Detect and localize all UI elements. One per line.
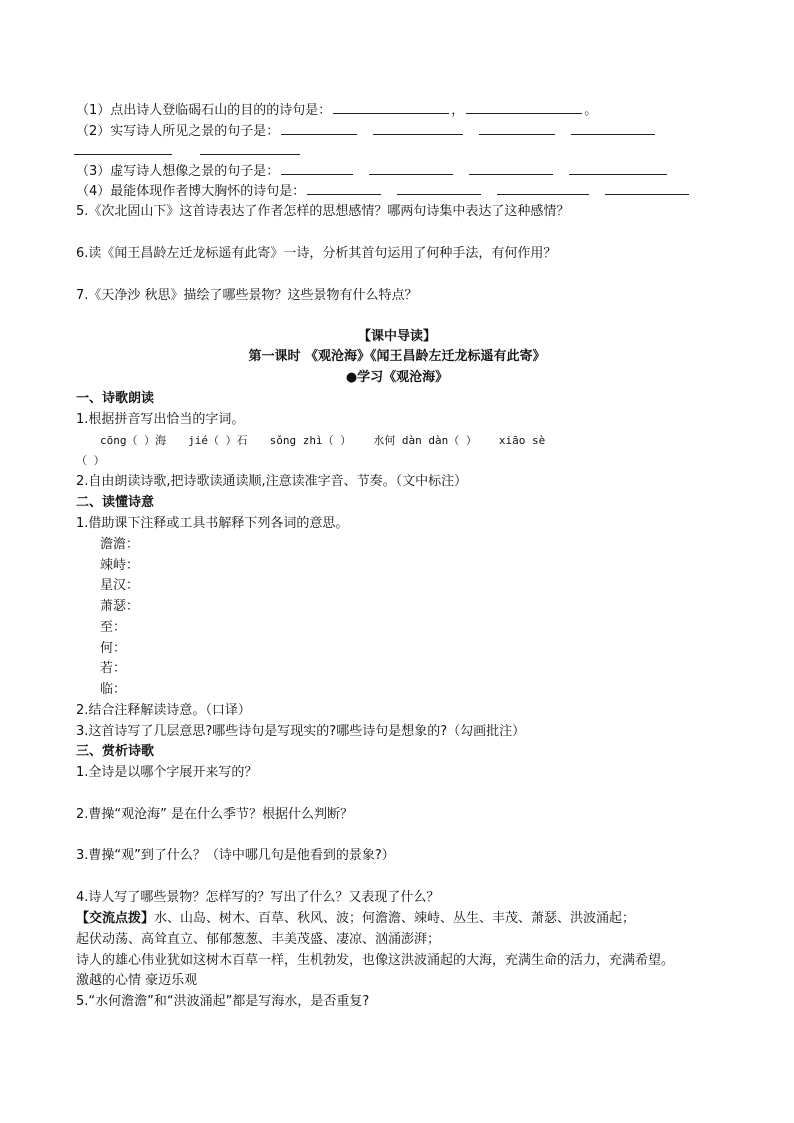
tip-line-1: 【交流点拨】水、山岛、树木、百草、秋风、波；何澹澹、竦峙、丛生、丰茂、萧瑟、洪波涌起； (76, 911, 636, 926)
vocab-word: 竦峙： (100, 558, 140, 573)
review-q2: （2）实写诗人所见之景的句子是： (76, 122, 657, 140)
part3-q3: 3.曹操“观”到了什么？（诗中哪几句是他看到的景象?） (76, 848, 395, 863)
vocab-word: 萧瑟： (100, 599, 140, 614)
answer-blank[interactable] (466, 101, 582, 114)
review-q5: 5.《次北固山下》这首诗表达了作者怎样的思想感情？哪两句诗集中表达了这种感情？ (76, 204, 570, 219)
pinyin-item: jié（ ）石 (188, 434, 248, 447)
tip-line-4: 激越的心情 豪迈乐观 (76, 973, 198, 988)
vocab-word: 若： (100, 661, 127, 676)
vocab-word: 何： (100, 641, 127, 656)
tip-line-3: 诗人的雄心伟业犹如这树木百草一样，生机勃发，也像这洪波涌起的大海，充满生命的活力，充满希望。 (76, 953, 675, 968)
answer-blank[interactable] (397, 182, 481, 195)
vocab-word: 临： (100, 682, 127, 697)
answer-blank[interactable] (307, 182, 381, 195)
part2-item2: 2.结合注释解读诗意。（口译） (76, 703, 251, 718)
study-subtitle: ●学习《观沧海》 (345, 370, 449, 385)
review-q6: 6.读《闻王昌龄左迁龙标遥有此寄》一诗，分析其首句运用了何种手法，有何作用？ (76, 246, 557, 261)
part2-item3: 3.这首诗写了几层意思?哪些诗句是写现实的?哪些诗句是想象的?（勾画批注） (76, 724, 526, 739)
answer-blank[interactable] (333, 101, 449, 114)
review-q7: 7.《天净沙 秋思》描绘了哪些景物？这些景物有什么特点？ (76, 288, 418, 303)
answer-blank[interactable] (479, 122, 555, 135)
part1-heading: 一、诗歌朗读 (76, 391, 155, 406)
review-q1: （1）点出诗人登临碣石山的目的的诗句是： ， 。 (76, 103, 598, 118)
tip-label: 【交流点拨】 (76, 911, 155, 926)
pinyin-item: cōng（ ）海 (100, 434, 167, 447)
part3-q5: 5.“水何澹澹”和“洪波涌起”都是写海水，是否重复? (76, 994, 370, 1009)
review-q2-continued (72, 142, 302, 160)
part3-q4: 4.诗人写了哪些景物？怎样写的？写出了什么？又表现了什么？ (76, 890, 440, 905)
pinyin-item: sǒng zhì（ ） (269, 434, 352, 447)
part2-heading: 二、读懂诗意 (76, 495, 155, 510)
part1-item1: 1.根据拼音写出恰当的字词。 (76, 412, 245, 427)
part1-item2: 2.自由朗读诗歌,把诗歌读通读顺,注意读准字音、节奏。（文中标注） (76, 474, 468, 489)
part3-q2: 2.曹操“观沧海” 是在什么季节？根据什么判断？ (76, 807, 354, 822)
vocab-word: 至： (100, 620, 127, 635)
answer-blank[interactable] (569, 162, 667, 175)
pinyin-row (100, 432, 545, 449)
answer-blank[interactable] (373, 122, 463, 135)
pinyin-item: xiāo sè (498, 434, 546, 447)
answer-blank[interactable] (200, 142, 300, 155)
pinyin-row-continued (76, 452, 105, 469)
pinyin-item: 水何 dàn dàn（ ） (373, 434, 477, 447)
review-q3: （3）虚写诗人想像之景的句子是： (76, 162, 669, 180)
section-title: 【课中导读】 (357, 329, 436, 344)
tip-line-2: 起伏动荡、高耸直立、郁郁葱葱、丰美茂盛、凄凉、汹涌澎湃； (76, 932, 441, 947)
answer-blank[interactable] (571, 122, 655, 135)
review-q4: （4）最能体现作者博大胸怀的诗句是： (76, 182, 691, 200)
answer-blank[interactable] (469, 162, 553, 175)
answer-blank[interactable] (281, 122, 357, 135)
answer-blank[interactable] (497, 182, 589, 195)
pinyin-item: （ ） (76, 454, 105, 467)
answer-blank[interactable] (369, 162, 453, 175)
lesson-line: 第一课时 《观沧海》《闻王昌龄左迁龙标遥有此寄》 (248, 349, 546, 364)
answer-blank[interactable] (74, 142, 172, 155)
vocab-word: 星汉： (100, 578, 140, 593)
answer-blank[interactable] (281, 162, 353, 175)
vocab-word: 澹澹： (100, 537, 140, 552)
part2-item1: 1.借助课下注释或工具书解释下列各词的意思。 (76, 516, 349, 531)
part3-heading: 三、赏析诗歌 (76, 744, 155, 759)
part3-q1: 1.全诗是以哪个字展开来写的？ (76, 765, 258, 780)
answer-blank[interactable] (605, 182, 689, 195)
